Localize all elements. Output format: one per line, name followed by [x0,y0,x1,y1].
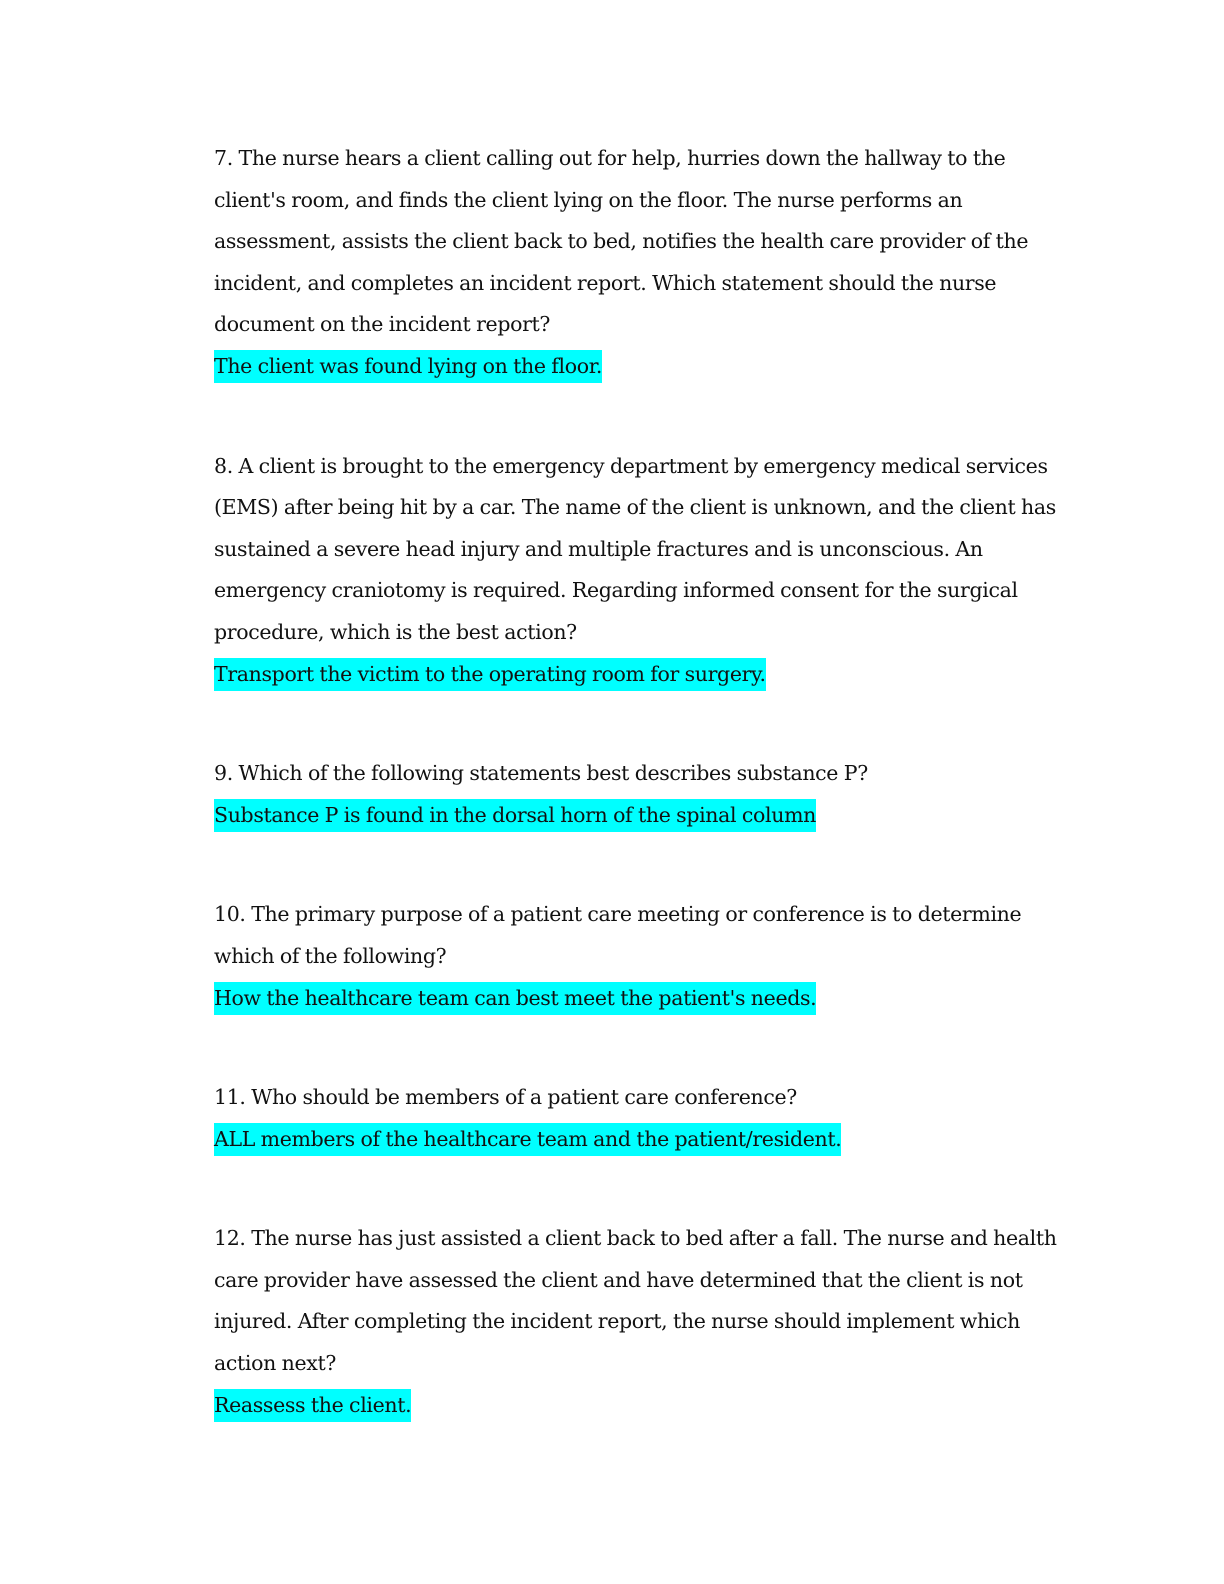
question-text: 7. The nurse hears a client calling out for help, hurries down the hallway to the client's room, and finds the client lying on the floor. The nurse performs an assessment, assists the client back to bed, notifies the health care provider of the incident, and completes an incident report. Which statement should the nurse document on the incident report? [214,146,1029,337]
question-block-7 [214,138,1064,388]
answer-line [214,1119,1064,1161]
answer-line [214,654,1064,696]
answer-line [214,1385,1064,1427]
spacer [214,695,1064,753]
question-text: 9. Which of the following statements best describes substance P? [214,761,868,786]
document-page [214,138,1064,1426]
question-text: 12. The nurse has just assisted a client back to bed after a fall. The nurse and health care provider have assessed the client and have determined that the client is not injured. After completing the incident report, the nurse should implement which action next? [214,1226,1057,1376]
question-block-11 [214,1077,1064,1160]
highlighted-answer: How the healthcare team can best meet the patient's needs. [214,982,816,1015]
highlighted-answer: Reassess the client. [214,1389,411,1422]
question-block-9 [214,753,1064,836]
question-block-10 [214,894,1064,1019]
answer-line [214,978,1064,1020]
spacer [214,1019,1064,1077]
spacer [214,388,1064,446]
question-text: 10. The primary purpose of a patient care meeting or conference is to determine which of the following? [214,902,1022,968]
spacer [214,1160,1064,1218]
highlighted-answer: Substance P is found in the dorsal horn of the spinal column [214,799,816,832]
highlighted-answer: ALL members of the healthcare team and the patient/resident. [214,1123,841,1156]
answer-line [214,346,1064,388]
highlighted-answer: Transport the victim to the operating room for surgery. [214,658,766,691]
question-block-8 [214,446,1064,696]
highlighted-answer: The client was found lying on the floor. [214,350,602,383]
answer-line [214,795,1064,837]
spacer [214,836,1064,894]
question-text: 11. Who should be members of a patient care conference? [214,1085,797,1110]
question-block-12 [214,1218,1064,1426]
question-text: 8. A client is brought to the emergency department by emergency medical services (EMS) after being hit by a car. The name of the client is unknown, and the client has sustained a severe head injury and multiple fractures and is unconscious. An emergency craniotomy is required. Regarding informed consent for the surgical procedure, which is the best action? [214,453,1056,644]
